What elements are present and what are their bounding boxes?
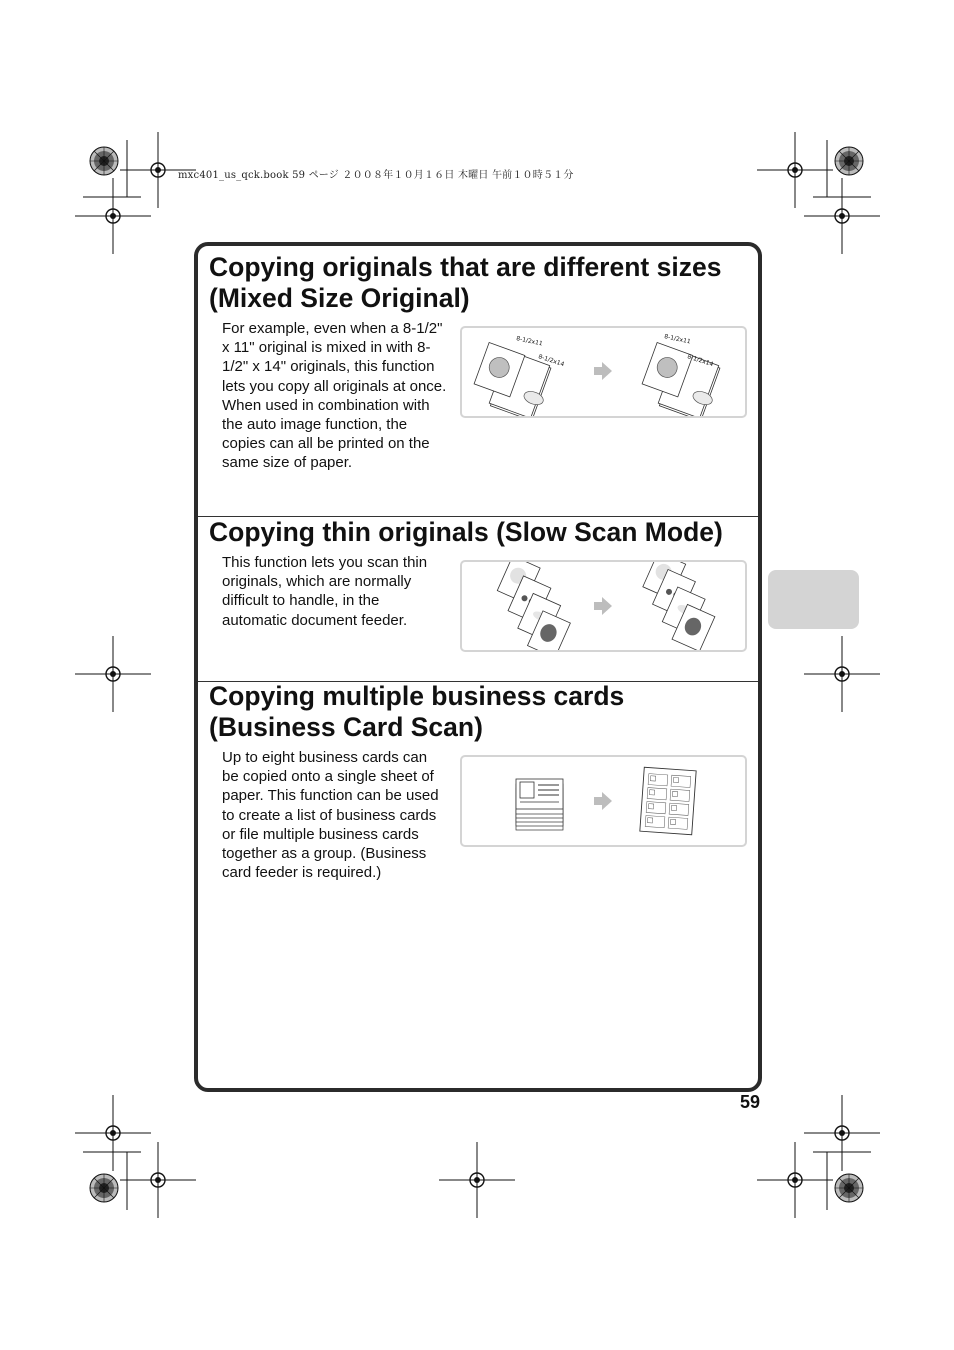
label-letter: 8-1/2x11 [515,335,544,348]
section-body: This function lets you scan thin originals, which are normally difficult to handle, in the automatic document feeder. [222,554,428,629]
section-body: For example, even when a 8-1/2" x 11" original is mixed in with 8-1/2" x 14" originals, this function lets you copy all originals at once. When used in combination with the auto image function, the copies can all be printed on the same size of paper. [222,320,447,472]
arrow-right-icon [594,792,612,810]
thin-originals-icon [462,562,745,650]
business-cards-icon [462,757,745,845]
section-body: Up to eight business cards can be copied onto a single sheet of paper. This function can be used to create a list of business cards or file multiple business cards together as a group. (Business card feeder is required.) [222,749,439,882]
mixed-size-originals-icon [462,328,745,416]
label-legal-copy: 8-1/2x14 [686,353,715,369]
slow-scan-illustration [460,560,747,652]
section-title-line2: (Business Card Scan) [209,712,483,742]
mixed-size-illustration [460,326,747,418]
section-title-line1: Copying originals that are different sizes [209,252,722,282]
section-title-line1: Copying multiple business cards [209,681,625,711]
section-title [209,681,624,743]
book-header-line: mxc401_us_qck.book 59 ページ ２００８年１０月１６日 木曜日 午前１０時５１分 [178,170,574,181]
section-title-line2: (Mixed Size Original) [209,283,470,313]
label-letter-copy: 8-1/2x11 [663,333,692,346]
business-card-illustration [460,755,747,847]
section-title [209,252,721,314]
arrow-right-icon [594,362,612,380]
chapter-side-tab [768,570,859,629]
label-legal: 8-1/2x14 [537,353,566,369]
section-title [209,517,723,548]
page-number: 59 [739,1092,760,1112]
arrow-right-icon [594,597,612,615]
section-title-line1: Copying thin originals (Slow Scan Mode) [209,517,723,547]
content-frame [194,242,762,1092]
